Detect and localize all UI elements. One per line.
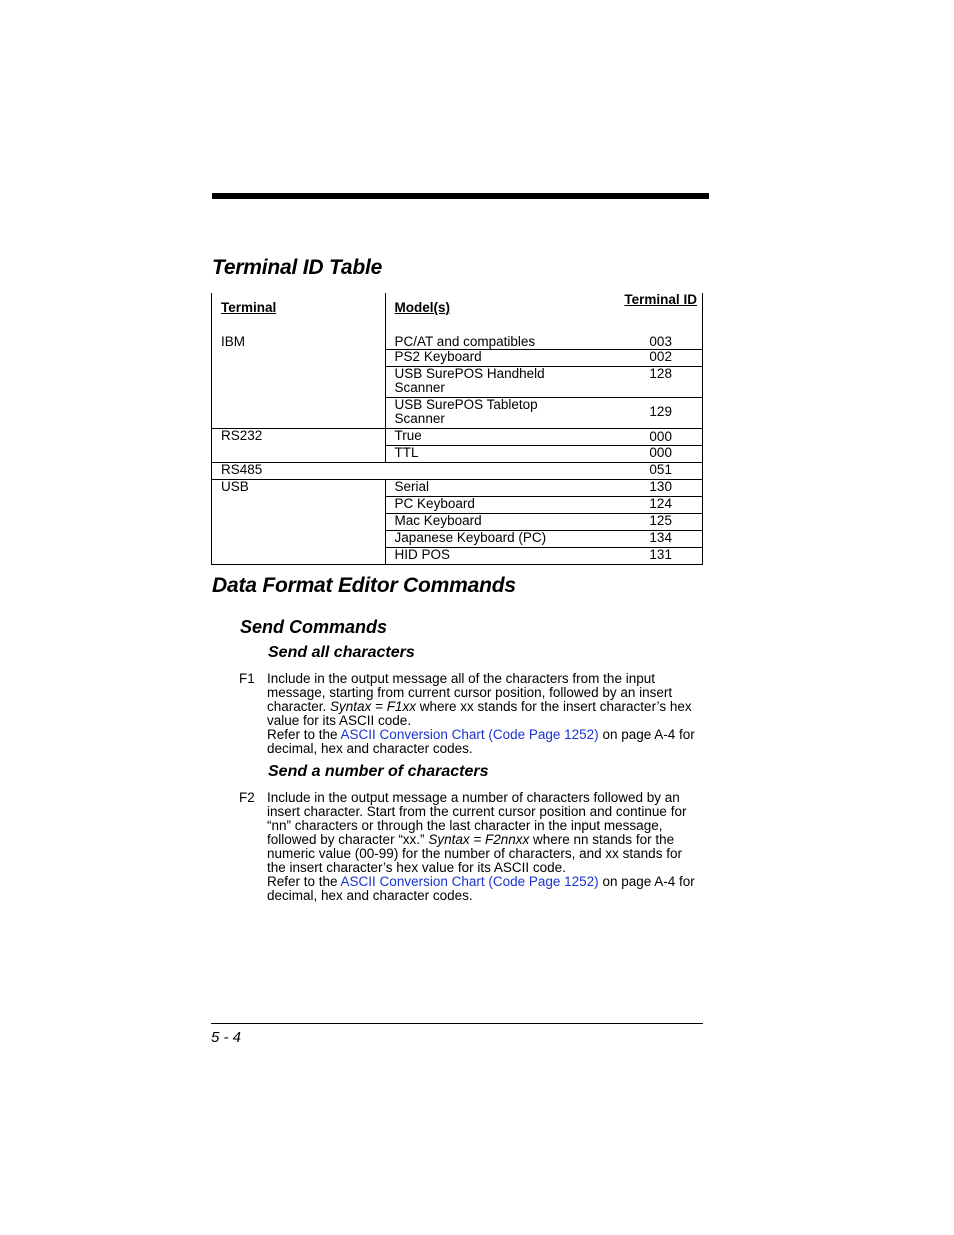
cell-id: 130 bbox=[619, 480, 702, 497]
cell-id: 000 bbox=[619, 429, 702, 446]
table-row bbox=[212, 350, 703, 367]
cell-terminal: RS485 bbox=[212, 463, 386, 480]
table-row bbox=[212, 367, 703, 398]
table-row bbox=[212, 463, 703, 480]
section-title-data-format: Data Format Editor Commands bbox=[212, 574, 516, 597]
header-terminal-id: Terminal ID bbox=[619, 293, 702, 335]
cell-model: Mac Keyboard bbox=[385, 514, 619, 531]
cell-model: PC Keyboard bbox=[385, 497, 619, 514]
cell-model: Japanese Keyboard (PC) bbox=[385, 531, 619, 548]
table-row bbox=[212, 429, 703, 446]
section-title-terminal-id: Terminal ID Table bbox=[212, 256, 383, 279]
cell-terminal bbox=[212, 446, 386, 463]
f2-code: F2 bbox=[239, 790, 255, 805]
cell-terminal bbox=[212, 531, 386, 548]
bottom-rule bbox=[211, 1023, 703, 1024]
cell-model bbox=[385, 463, 619, 480]
f2-text-b: where nn stands for the numeric value (00-99) for the number of characters, and xx stands for the insert character’s hex value for its ASCII code. bbox=[267, 832, 682, 875]
f2-heading: Send a number of characters bbox=[268, 763, 489, 780]
cell-id: 051 bbox=[619, 463, 702, 480]
cell-terminal: RS232 bbox=[212, 429, 386, 446]
cell-model: True bbox=[385, 429, 619, 446]
cell-id: 124 bbox=[619, 497, 702, 514]
cell-model: USB SurePOS Handheld Scanner bbox=[385, 367, 619, 398]
f1-text-b: where xx stands for the insert character’s hex value for its ASCII code. bbox=[267, 699, 692, 728]
cell-id: 131 bbox=[619, 548, 702, 565]
table-row bbox=[212, 514, 703, 531]
cell-model: PC/AT and compatibles bbox=[385, 335, 619, 350]
table-row bbox=[212, 398, 703, 429]
header-terminal: Terminal bbox=[212, 293, 386, 335]
f1-ascii-chart-link[interactable]: ASCII Conversion Chart (Code Page 1252) bbox=[340, 727, 599, 742]
table-row bbox=[212, 531, 703, 548]
cell-terminal bbox=[212, 350, 386, 367]
f2-ref-b: on page A-4 for decimal, hex and character codes. bbox=[267, 874, 695, 903]
f2-ascii-chart-link[interactable]: ASCII Conversion Chart (Code Page 1252) bbox=[340, 874, 599, 889]
f1-syntax: Syntax = F1xx bbox=[330, 699, 416, 714]
cell-id: 002 bbox=[619, 350, 702, 367]
header-models: Model(s) bbox=[385, 293, 619, 335]
f1-text-a: Include in the output message all of the characters from the input message, starting from current cursor position, followed by an insert character. bbox=[267, 671, 673, 714]
cell-model: Serial bbox=[385, 480, 619, 497]
table-row bbox=[212, 497, 703, 514]
cell-model: USB SurePOS Tabletop Scanner bbox=[385, 398, 619, 429]
terminal-id-table bbox=[211, 293, 703, 565]
f2-description bbox=[267, 791, 703, 903]
cell-id: 129 bbox=[619, 398, 702, 429]
f2-syntax: Syntax = F2nnxx bbox=[428, 832, 530, 847]
cell-terminal bbox=[212, 514, 386, 531]
table-row bbox=[212, 548, 703, 565]
f1-description bbox=[267, 672, 703, 756]
cell-id: 003 bbox=[619, 335, 702, 350]
f1-heading: Send all characters bbox=[268, 644, 415, 661]
f2-ref-a: Refer to the bbox=[267, 874, 341, 889]
f1-code: F1 bbox=[239, 671, 255, 686]
cell-model: HID POS bbox=[385, 548, 619, 565]
cell-terminal bbox=[212, 398, 386, 429]
f1-ref-a: Refer to the bbox=[267, 727, 341, 742]
f2-text-a: Include in the output message a number of characters followed by an insert character. Start from the current cursor position and continue for “nn” characters or through the last character in the input message, followed by character “xx.” bbox=[267, 790, 687, 847]
table-row bbox=[212, 480, 703, 497]
table-row bbox=[212, 335, 703, 350]
cell-id: 125 bbox=[619, 514, 702, 531]
cell-terminal: USB bbox=[212, 480, 386, 497]
page-number: 5 - 4 bbox=[211, 1029, 242, 1046]
cell-model: PS2 Keyboard bbox=[385, 350, 619, 367]
cell-id: 000 bbox=[619, 446, 702, 463]
cell-id: 128 bbox=[619, 367, 702, 398]
table-row bbox=[212, 446, 703, 463]
table-header-row bbox=[212, 293, 703, 335]
cell-terminal bbox=[212, 548, 386, 565]
cell-id: 134 bbox=[619, 531, 702, 548]
cell-terminal bbox=[212, 497, 386, 514]
cell-terminal bbox=[212, 367, 386, 398]
send-commands-title: Send Commands bbox=[240, 617, 388, 637]
f1-ref-b: on page A-4 for decimal, hex and character codes. bbox=[267, 727, 695, 756]
top-rule bbox=[212, 193, 709, 199]
cell-terminal: IBM bbox=[212, 335, 386, 350]
cell-model: TTL bbox=[385, 446, 619, 463]
